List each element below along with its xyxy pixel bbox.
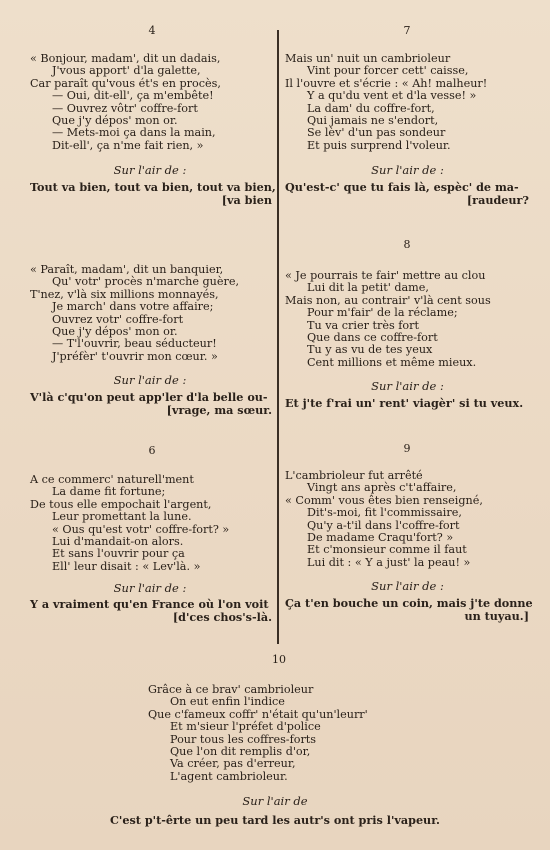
verse-line: Grâce à ce brav' cambrioleur xyxy=(148,683,314,696)
stanza-number: 8 xyxy=(403,238,411,251)
verse-line: Dit-ell', ça n'me fait rien, » xyxy=(52,138,204,152)
verse-line: On eut enfin l'indice xyxy=(170,695,285,709)
verse-line: Vint pour forcer cett' caisse, xyxy=(307,64,469,78)
stanza-left-3 xyxy=(30,474,229,573)
verse-line: Va créer, pas d'erreur, xyxy=(170,757,296,771)
refrain-right-1 xyxy=(285,181,529,207)
refrain-bottom xyxy=(90,814,460,827)
stanza-number: 6 xyxy=(148,444,156,457)
refrain-right-3 xyxy=(285,596,533,623)
verse-line: Pour m'fair' de la réclame; xyxy=(307,306,458,320)
verse-line: La dam' du coffre-fort, xyxy=(307,101,435,115)
stanza-left-1 xyxy=(30,53,221,152)
stanza-number: 9 xyxy=(403,442,411,455)
verse-line: L'agent cambrioleur. xyxy=(170,769,288,783)
verse-line: Que dans ce coffre-fort xyxy=(307,331,438,345)
verse-line: Et sans l'ouvrir pour ça xyxy=(52,547,185,561)
refrain-line: [d'ces chos's-là. xyxy=(172,610,272,624)
verse-line: Et m'sieur l'préfet d'police xyxy=(170,720,321,734)
refrain-line: [raudeur? xyxy=(466,193,529,207)
verse-line: Car paraît qu'vous ét's en procès, xyxy=(30,76,221,90)
air-label: Sur l'air de : xyxy=(113,163,187,177)
refrain-left-3 xyxy=(30,598,272,624)
verse-line: Lui d'mandait-on alors. xyxy=(52,535,184,549)
left-page-number: 4 xyxy=(148,24,156,37)
refrain-right-2 xyxy=(285,397,529,410)
verse-line: T'nez, v'là six millions monnayés, xyxy=(30,287,219,301)
verse-line: Que j'y dépos' mon or. xyxy=(52,325,178,339)
verse-line: « Je pourrais te fair' mettre au clou xyxy=(285,269,486,282)
verse-line: Que c'fameux coffr' n'était qu'un'leurr' xyxy=(148,707,368,721)
refrain-line: Et j'te f'rai un' rent' viagèr' si tu veux. xyxy=(285,396,524,410)
verse-line: Vingt ans après c't'affaire, xyxy=(307,481,457,495)
verse-line: L'cambrioleur fut arrêté xyxy=(285,469,423,482)
refrain-line: Tout va bien, tout va bien, tout va bien, xyxy=(30,180,276,194)
verse-line: Que j'y dépos' mon or. xyxy=(52,114,178,128)
verse-line: Ell' leur disait : « Lev'là. » xyxy=(52,559,201,573)
verse-line: J'préfèr' t'ouvrir mon cœur. » xyxy=(52,349,218,363)
verse-line: Tu y as vu de tes yeux xyxy=(307,343,433,357)
verse-line: Ouvrez votr' coffre-fort xyxy=(52,312,184,326)
air-label: Sur l'air de xyxy=(242,794,308,808)
right-page-number: 7 xyxy=(403,24,411,37)
stanza-right-3 xyxy=(285,470,483,569)
verse-line: Qu' votr' procès n'marche guère, xyxy=(52,275,240,289)
refrain-line: [va bien xyxy=(221,193,272,207)
air-label: Sur l'air de : xyxy=(371,163,444,177)
stanza-left-2 xyxy=(30,264,239,363)
refrain-line: [vrage, ma sœur. xyxy=(166,403,272,417)
verse-line: De tous elle empochait l'argent, xyxy=(30,497,212,511)
verse-line: Que l'on dit remplis d'or, xyxy=(170,745,311,759)
verse-line: De madame Craqu'fort? » xyxy=(307,531,454,545)
verse-line: J'vous apport' d'la galette, xyxy=(52,64,201,78)
refrain-line: Y a vraiment qu'en France où l'on voit xyxy=(30,597,269,611)
verse-line: Lui dit la petit' dame, xyxy=(307,281,429,295)
verse-line: Qui jamais ne s'endort, xyxy=(307,114,439,128)
verse-line: Je march' dans votre affaire; xyxy=(52,300,214,314)
stanza-bottom xyxy=(148,684,368,783)
verse-line: Leur promettant la lune. xyxy=(52,510,192,524)
verse-line: Dit's-moi, fit l'commissaire, xyxy=(307,506,462,520)
verse-line: « Comm' vous êtes bien renseigné, xyxy=(285,493,483,507)
column-divider xyxy=(277,30,279,644)
refrain-left-2 xyxy=(30,391,272,417)
verse-line: — Mets-moi ça dans la main, xyxy=(52,126,216,140)
refrain-left-1 xyxy=(30,180,276,207)
verse-line: Pour tous les coffres-forts xyxy=(170,732,317,746)
verse-line: — Oui, dit-ell', ça m'embête! xyxy=(52,89,214,103)
refrain-line: C'est p't-êrte un peu tard les autr's ont pris l'vapeur. xyxy=(110,813,440,827)
refrain-line: Qu'est-c' que tu fais là, espèc' de ma- xyxy=(285,180,519,194)
verse-line: — T'l'ouvrir, beau séducteur! xyxy=(52,337,217,351)
verse-line: Mais non, au contrair' v'là cent sous xyxy=(285,293,491,307)
stanza-number: 10 xyxy=(272,653,286,666)
verse-line: Et c'monsieur comme il faut xyxy=(307,543,467,557)
air-label: Sur l'air de : xyxy=(113,581,187,595)
verse-line: Qu'y a-t'il dans l'coffre-fort xyxy=(307,518,460,532)
verse-line: Lui dit : « Y a just' la peau! » xyxy=(307,555,471,569)
verse-line: « Paraît, madam', dit un banquier, xyxy=(30,263,224,276)
air-label: Sur l'air de : xyxy=(113,373,187,387)
verse-line: A ce commerc' naturell'ment xyxy=(30,473,194,486)
stanza-right-1 xyxy=(285,53,487,152)
refrain-line: Ça t'en bouche un coin, mais j'te donne xyxy=(285,596,533,610)
verse-line: Tu va crier très fort xyxy=(307,318,419,332)
stanza-right-2 xyxy=(285,270,491,369)
refrain-line: V'là c'qu'on peut app'ler d'la belle ou- xyxy=(30,390,268,404)
verse-line: — Ouvrez vôtr' coffre-fort xyxy=(52,101,198,115)
verse-line: Mais un' nuit un cambrioleur xyxy=(285,52,451,65)
verse-line: Se lèv' d'un pas sondeur xyxy=(307,126,446,140)
verse-line: La dame fit fortune; xyxy=(52,485,166,499)
verse-line: Cent millions et même mieux. xyxy=(307,355,477,369)
verse-line: « Ous qu'est votr' coffre-fort? » xyxy=(52,522,230,536)
verse-line: Il l'ouvre et s'écrie : « Ah! malheur! xyxy=(285,76,488,90)
verse-line: Et puis surprend l'voleur. xyxy=(307,138,451,152)
air-label: Sur l'air de : xyxy=(371,579,444,593)
verse-line: « Bonjour, madam', dit un dadais, xyxy=(30,52,221,65)
refrain-line: un tuyau.] xyxy=(464,609,529,623)
air-label: Sur l'air de : xyxy=(371,379,444,393)
verse-line: Y a qu'du vent et d'la vesse! » xyxy=(307,89,477,103)
